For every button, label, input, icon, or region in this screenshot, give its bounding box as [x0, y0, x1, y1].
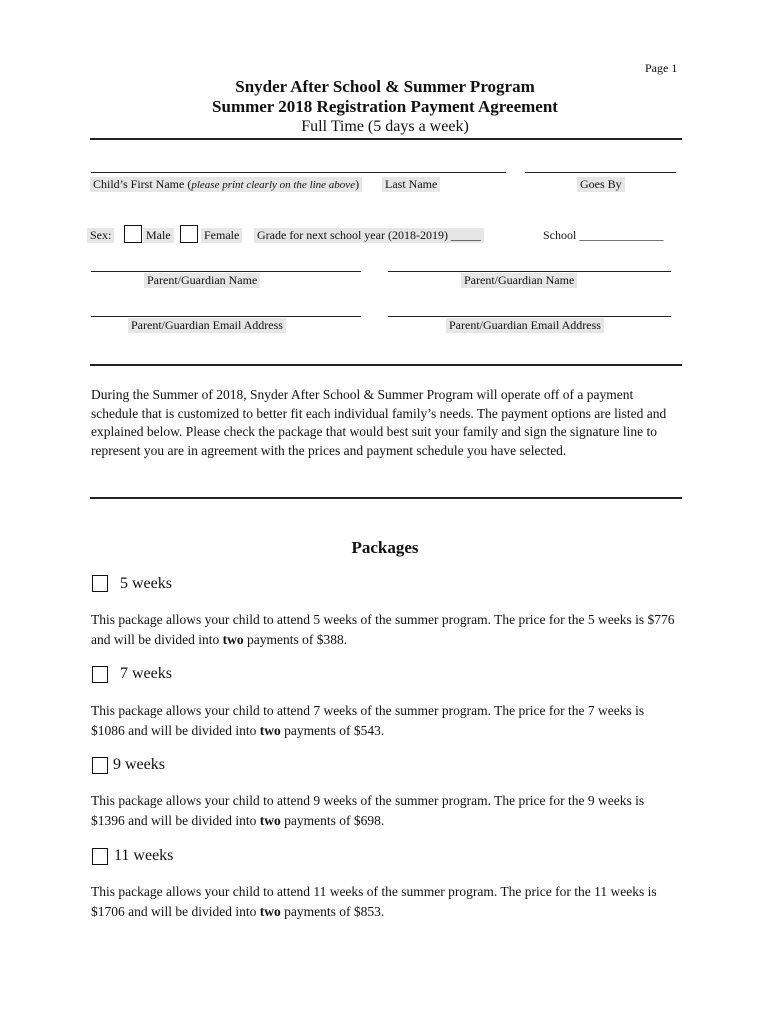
- package-7-weeks-description: This package allows your child to attend 7 weeks of the summer program. The price for the 7 weeks is $1086 and will be divided into two payments of $543.: [91, 703, 645, 738]
- package-11-weeks-description: This package allows your child to attend 11 weeks of the summer program. The price for the 11 weeks is $1706 and will be divided into two payments of $853.: [91, 884, 657, 919]
- package-11-weeks-checkbox[interactable]: [92, 848, 108, 865]
- school-field[interactable]: School ______________: [543, 228, 664, 242]
- child-name-line[interactable]: [91, 172, 506, 173]
- parent-email-line-1[interactable]: [91, 316, 361, 317]
- grade-field[interactable]: Grade for next school year (2018-2019) _____: [254, 228, 484, 243]
- package-7-weeks-checkbox[interactable]: [92, 666, 108, 683]
- package-5-weeks-checkbox[interactable]: [92, 575, 108, 592]
- female-label: Female: [201, 228, 242, 243]
- package-11-weeks-label: 11 weeks: [114, 847, 174, 864]
- parent-name-label-1: Parent/Guardian Name: [144, 273, 260, 288]
- parent-email-label-2: Parent/Guardian Email Address: [446, 318, 604, 333]
- packages-heading: Packages: [351, 538, 419, 557]
- intro-paragraph: During the Summer of 2018, Snyder After School & Summer Program will operate off of a payment schedule that is customized to better fit each individual family’s needs. The payment options are listed and explained below. Please check the package that would best suit your family and sign the signature line to represent you are in agreement with the prices and payment schedule you have selected.: [91, 387, 667, 458]
- last-name-label: Last Name: [382, 177, 440, 192]
- parent-email-line-2[interactable]: [388, 316, 671, 317]
- form-divider: [90, 364, 682, 366]
- parent-name-label-2: Parent/Guardian Name: [461, 273, 577, 288]
- package-9-weeks-description: This package allows your child to attend 9 weeks of the summer program. The price for the 9 weeks is $1396 and will be divided into two payments of $698.: [91, 793, 645, 828]
- header-divider: [90, 138, 682, 140]
- program-title: Snyder After School & Summer Program: [235, 77, 535, 96]
- goes-by-line[interactable]: [525, 172, 676, 173]
- parent-email-label-1: Parent/Guardian Email Address: [128, 318, 286, 333]
- package-9-weeks-label: 9 weeks: [113, 756, 165, 773]
- package-9-weeks-checkbox[interactable]: [92, 757, 108, 774]
- sex-label: Sex:: [87, 228, 114, 243]
- package-7-weeks-label: 7 weeks: [120, 665, 172, 682]
- male-checkbox[interactable]: [124, 225, 142, 243]
- goes-by-label: Goes By: [577, 177, 625, 192]
- agreement-title: Summer 2018 Registration Payment Agreement: [212, 97, 558, 116]
- male-label: Male: [143, 228, 174, 243]
- package-5-weeks-label: 5 weeks: [120, 575, 172, 592]
- page-number: Page 1: [645, 61, 678, 75]
- schedule-subtitle: Full Time (5 days a week): [301, 118, 469, 135]
- parent-name-line-1[interactable]: [91, 271, 361, 272]
- package-5-weeks-description: This package allows your child to attend 5 weeks of the summer program. The price for the 5 weeks is $776 and will be divided into two payments of $388.: [91, 612, 675, 647]
- intro-divider: [90, 497, 682, 499]
- child-first-name-label: Child’s First Name (please print clearly on the line above): [90, 177, 362, 192]
- print-hint: please print clearly on the line above: [191, 179, 356, 191]
- parent-name-line-2[interactable]: [388, 271, 671, 272]
- female-checkbox[interactable]: [180, 225, 198, 243]
